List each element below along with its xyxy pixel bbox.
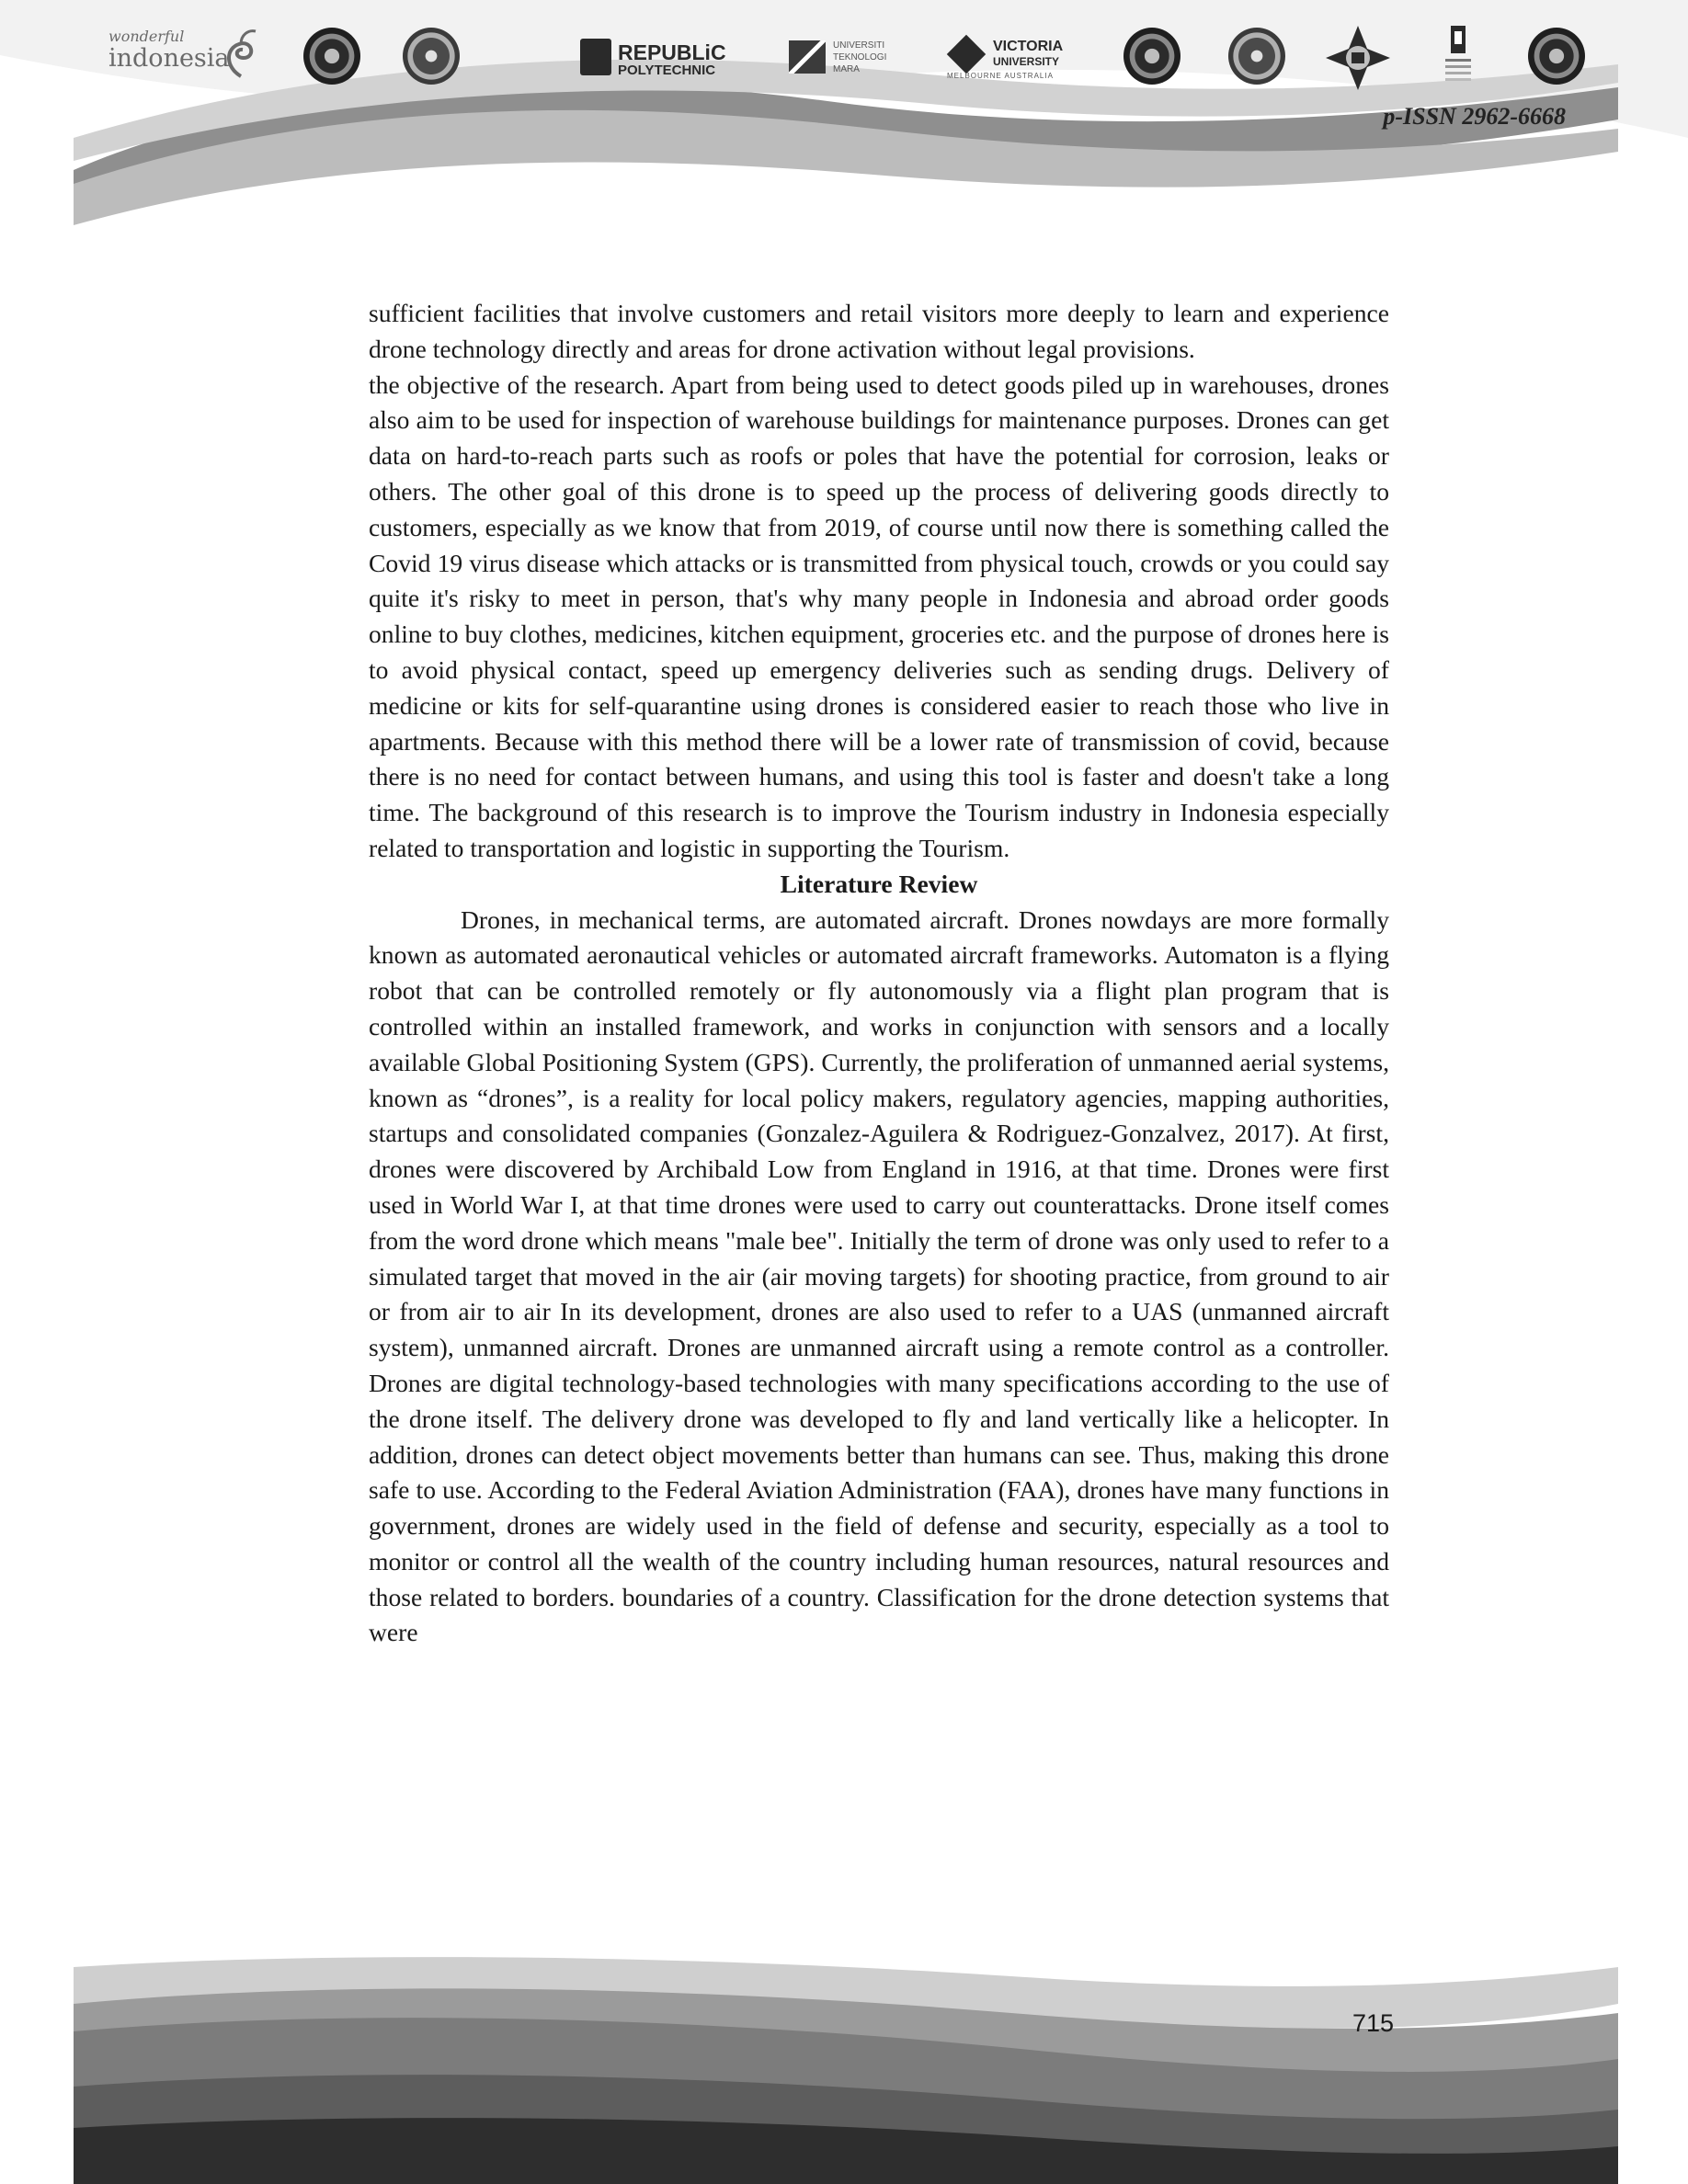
tower-emblem-icon (1440, 22, 1477, 96)
section-heading: Literature Review (780, 869, 978, 898)
uitm-mark-icon (789, 40, 826, 74)
uitm-line3-text: MARA (833, 64, 860, 74)
indonesia-text: indonesia (108, 44, 230, 73)
academy-seal-logo (1228, 28, 1285, 85)
victoria-logo-text: VICTORIA (993, 39, 1064, 54)
republic-polytechnic-mark-icon (580, 39, 611, 75)
university-seal-logo (303, 28, 360, 85)
melbourne-logo-text: MELBOURNE AUSTRALIA (947, 72, 1054, 80)
article-body (369, 296, 1389, 1651)
wonderful-text: wonderful (108, 28, 185, 45)
uitm-line2-text: TEKNOLOGI (833, 52, 887, 63)
institute-seal-logo (1528, 28, 1585, 85)
institution-seal-logo (403, 28, 460, 85)
wonderful-indonesia-logo (101, 20, 257, 94)
polytechnic-logo-text: POLYTECHNIC (618, 63, 716, 78)
intro-paragraph-1: sufficient facilities that involve customers and retail visitors more deeply to learn and experience drone technology directly and areas for drone activation without legal provisions. (369, 299, 1389, 363)
polytechnic-seal-logo (1123, 28, 1180, 85)
intro-paragraph-2: the objective of the research. Apart from being used to detect goods piled up in warehouses, drones also aim to be used for inspection of warehouse buildings for maintenance purposes. Drones can get data on hard-to-reach parts such as roofs or poles that have the potential for corrosion, leaks or others. The other goal of this drone is to speed up the process of delivering goods directly to customers, especially as we know that from 2019, of course until now there is something called the Covid 19 virus disease which attacks or is transmitted from physical touch, crowds or you could say quite it's risky to meet in person, that's why many people in Indonesia and abroad order goods online to buy clothes, medicines, kitchen equipment, groceries etc. and the purpose of drones here is to avoid physical contact, speed up emergency deliveries such as sending drugs. Delivery of medicine or kits for self-quarantine using drones is considered easier to reach those who live in apartments. Because with this method there will be a lower rate of transmission of covid, because there is no need for contact between humans, and using this tool is faster and doesn't take a long time. The background of this research is to improve the Tourism industry in Indonesia especially related to transportation and logistic in supporting the Tourism. (369, 370, 1389, 862)
literature-review-paragraph: Drones, in mechanical terms, are automated aircraft. Drones nowdays are more formally known as automated aeronautical vehicles or automated aircraft frameworks. Automaton is a flying robot that can be controlled remotely or fly autonomously via a flight plan program that is controlled within an installed framework, and works in conjunction with sensors and a locally available Global Positioning System (GPS). Currently, the proliferation of unmanned aerial systems, known as “drones”, is a reality for local policy makers, regulatory agencies, mapping authorities, startups and consolidated companies (Gonzalez-Aguilera & Rodriguez-Gonzalvez, 2017). At first, drones were discovered by Archibald Low from England in 1916, at that time. Drones were first used in World War I, at that time drones were used to carry out counterattacks. Drone itself comes from the word drone which means "male bee". Initially the term of drone was only used to refer to a simulated target that moved in the air (air moving targets) for shooting practice, from ground to air or from air to air In its development, drones are also used to refer to a UAS (unmanned aircraft system), unmanned aircraft. Drones are unmanned aircraft using a remote control as a controller. Drones are digital technology-based technologies with many specifications according to the use of the drone itself. The delivery drone was developed to fly and land vertically like a helicopter. In addition, drones can detect object movements better than humans can see. Thus, making this drone safe to use. According to the Federal Aviation Administration (FAA), drones have many functions in government, drones are widely used in the field of defense and security, especially as a tool to monitor or control all the wealth of the country including human resources, natural resources and those related to borders. boundaries of a country. Classification for the drone detection systems that were (369, 904, 1389, 1647)
issn-number: p-ISSN 2962-6668 (1383, 103, 1566, 130)
page-number: 715 (1352, 2009, 1394, 2037)
uitm-line1-text: UNIVERSITI (833, 40, 885, 51)
compass-emblem-icon (1324, 24, 1392, 92)
swirl-icon (221, 26, 261, 81)
victoria-university-mark-icon (947, 35, 986, 74)
footer-wave-decoration (0, 1949, 1688, 2184)
republic-logo-text: REPUBLiC (618, 40, 726, 64)
university-logo-text: UNIVERSITY (993, 55, 1060, 68)
